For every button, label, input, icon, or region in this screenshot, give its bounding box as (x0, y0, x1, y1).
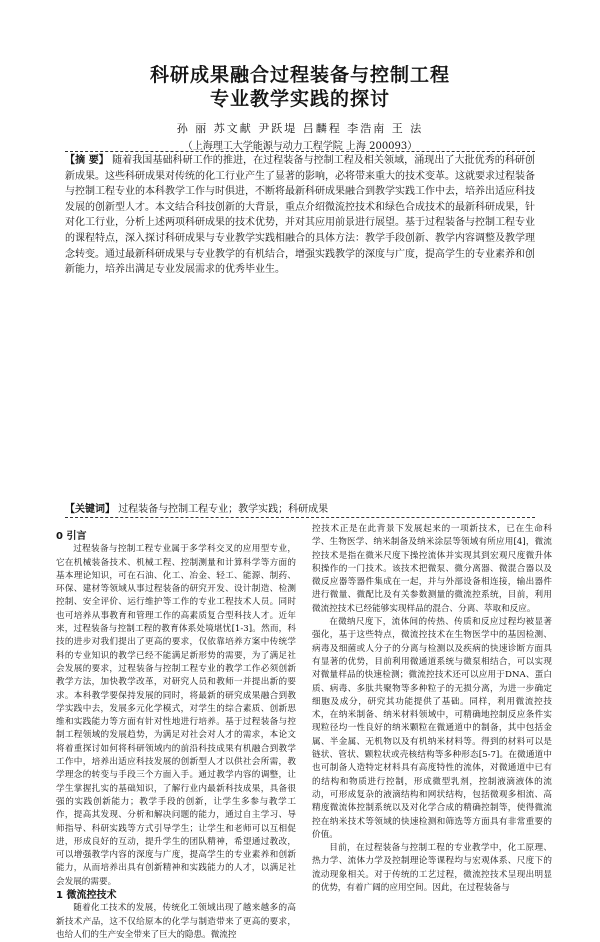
paper-title-line-1: 科研成果融合过程装备与控制工程 (149, 64, 450, 86)
keywords-text: 过程装备与控制工程专业；教学实践；科研成果 (118, 504, 329, 515)
paper-title-line-2: 专业教学实践的探讨 (209, 88, 390, 110)
author-list: 孙 丽 苏文献 尹跃堤 吕麟程 李浩南 王 法 (176, 122, 424, 135)
paragraph: 随着化工技术的发展，传统化工领域出现了越来越多的高新技术产品，这不仅给原本的化学与制造带来了更高的要求，也给人们的生产安全带来了巨大的隐患。微流控 (56, 903, 296, 940)
keywords-block (65, 500, 535, 515)
right-column (312, 523, 552, 895)
abstract-label: 【摘 要】 (65, 155, 109, 166)
abstract-text: 随着我国基础科研工作的推进，在过程装备与控制工程及相关领域，涌现出了大批优秀的科研创新成果。这些科研成果对传统的化工行业产生了显著的影响，必将带来重大的技术变革。这就要求过程装备与控制工程专业的本科教学工作与时俱进，不断将最新科研成果融合到教学实践工作中去，培养出适应科技发展的创新型人才。本文结合科技创新的大背景，重点介绍微流控技术和绿色合成技术的最新科研成果，针对化工行业，分析上述两项科研成果的技术优势，并对其应用前景进行展望。基于过程装备与控制工程专业的课程特点，深入探讨科研成果与专业教学实践相融合的具体方法：教学手段创新、教学内容调整及教学理念转变。通过最新科研成果与专业教学的有机结合，增强实践教学的深度与广度，提高学生的专业素养和创新能力，培养出满足专业发展需求的优秀毕业生。 (65, 155, 535, 276)
abstract-bottom-rule (65, 517, 535, 518)
paragraph: 控技术正是在此背景下发展起来的一项新技术，已在生命科学、生物医学、纳米制备及纳米涂层等领域有所应用[4]，微流控技术是指在微米尺度下操控流体并实现其到宏观尺度微升体积操作的一门技术。该技术把微泵、微分离器、微混合器以及微反应器等器件集成在一起，并与外部设备相连接，输出器件进行微量、微配比及有关参数测量的微流控系统，目前，利用微流控技术已经能够实现样品的混合、分离、萃取和反应。 (312, 524, 552, 614)
section-heading-intro: 0 引言 (56, 531, 87, 542)
paragraph: 过程装备与控制工程专业属于多学科交叉的应用型专业，它在机械装备技术、机械工程、控制测量和计算科学等方面的基本理论知识，可在石油、化工、冶金、轻工、能源、制药、环保、建材等领域从事过程装备的研究开发、设计制造、检测控制、安全评价、运行维护等工作的专业工程技术人员。同时也可培养从事教育和管理工作的高素质复合型科技人才。近年来，过程装备与控制工程的教育体系处境堪忧[1-3]。然而，科技的进步对我们提出了更高的要求，仅依靠培养方案中传统学科的专业知识的教学已经不能满足新形势的需要，为了满足社会发展的要求，过程装备与控制工程专业的教学工作必须创新教学方法，加快教学改革，对研究人员和教师一并提出新的要求。本科教学要保持发展的同时，将最新的研究成果融合到教学实践中去，发展多元化学模式，对学生的综合素质、创新思维和实践能力等方面有针对性地进行培养。基于过程装备与控制工程领域的发展趋势，为满足对社会对人才的需求，本论文将着重探讨如何将科研领域内的前沿科技成果有机融合到教学工作中，培养出适应科技发展的创新型人才以供社会所需，教学理念的转变与手段三个方面入手。通过教学内容的调整，让学生掌握扎实的基础知识，了解行业内最新科技成果，具备很强的实践创新能力；教学手段的创新，让学生多参与教学工作，提高其发现、分析和解决问题的能力，通过自主学习、导师指导、科研实践等方式引导学生；让学生和老师可以互相促进，形成良好的互动，提升学生的团队精神，希望通过教改，可以增强教学内容的深度与广度，提高学生的专业素养和创新能力，从而培养出具有创新精神和实践能力的人才，以满足社会发展的需要。 (56, 544, 296, 887)
paragraph: 目前，在过程装备与控制工程的专业教学中，化工原理、热力学、流体力学及控制理论等课程均与宏观体系、尺度下的流动现象相关。对于传统的工艺过程，微流控技术呈现出明显的优势，有着广阔的应用空间。因此，在过程装备与 (312, 843, 552, 894)
section-heading-microfluidics: 1 微流控技术 (56, 890, 117, 902)
left-column (56, 530, 296, 942)
abstract-top-rule (65, 151, 535, 152)
keywords-label: 【关键词】 (65, 504, 115, 515)
paragraph: 在微纳尺度下，流体间的传热、传质和反应过程均被显著强化，基于这些特点，微流控技术在生物医学中的基因检测、病毒及细菌或人分子的分离与检测以及疾病的快速诊断方面具有显著的优势，目前利用微通道系统与微泵相结合，可以实现对微量样品的快速检测；微流控技术还可以应用于DNA、蛋白质、病毒、多肽共聚物等多种粒子的无损分离，为进一步确定细胞及成分，研究其功能提供了基础。同样，利用微流控技术，在纳米制备、纳米材料领域中，可精确地控制反应条件实现粒径均一性良好的纳米颗粒在微通道中的制备，其中包括金属、半金属、无机物以及有机纳米材料等。得到的材料可以是链状、管状、颗粒状或壳核结构等多种形态[5-7]。在微通道中也可制备人造特定材料具有高度特性的流体，对微通道中已有的结构和物质进行控制，形成微型乳剂，控制液滴液体的流动，可形成复杂的液滴结构和网状结构，包括微观多相流、高精度微流体控制系统以及对化学合成的精确控制等，使得微流控在纳米技术等领域的快速检测和筛选等方面具有非常重要的价值。 (312, 617, 552, 840)
abstract-block (65, 153, 535, 278)
affiliation: （上海理工大学能源与动力工程学院 上海 200093） (182, 141, 418, 152)
